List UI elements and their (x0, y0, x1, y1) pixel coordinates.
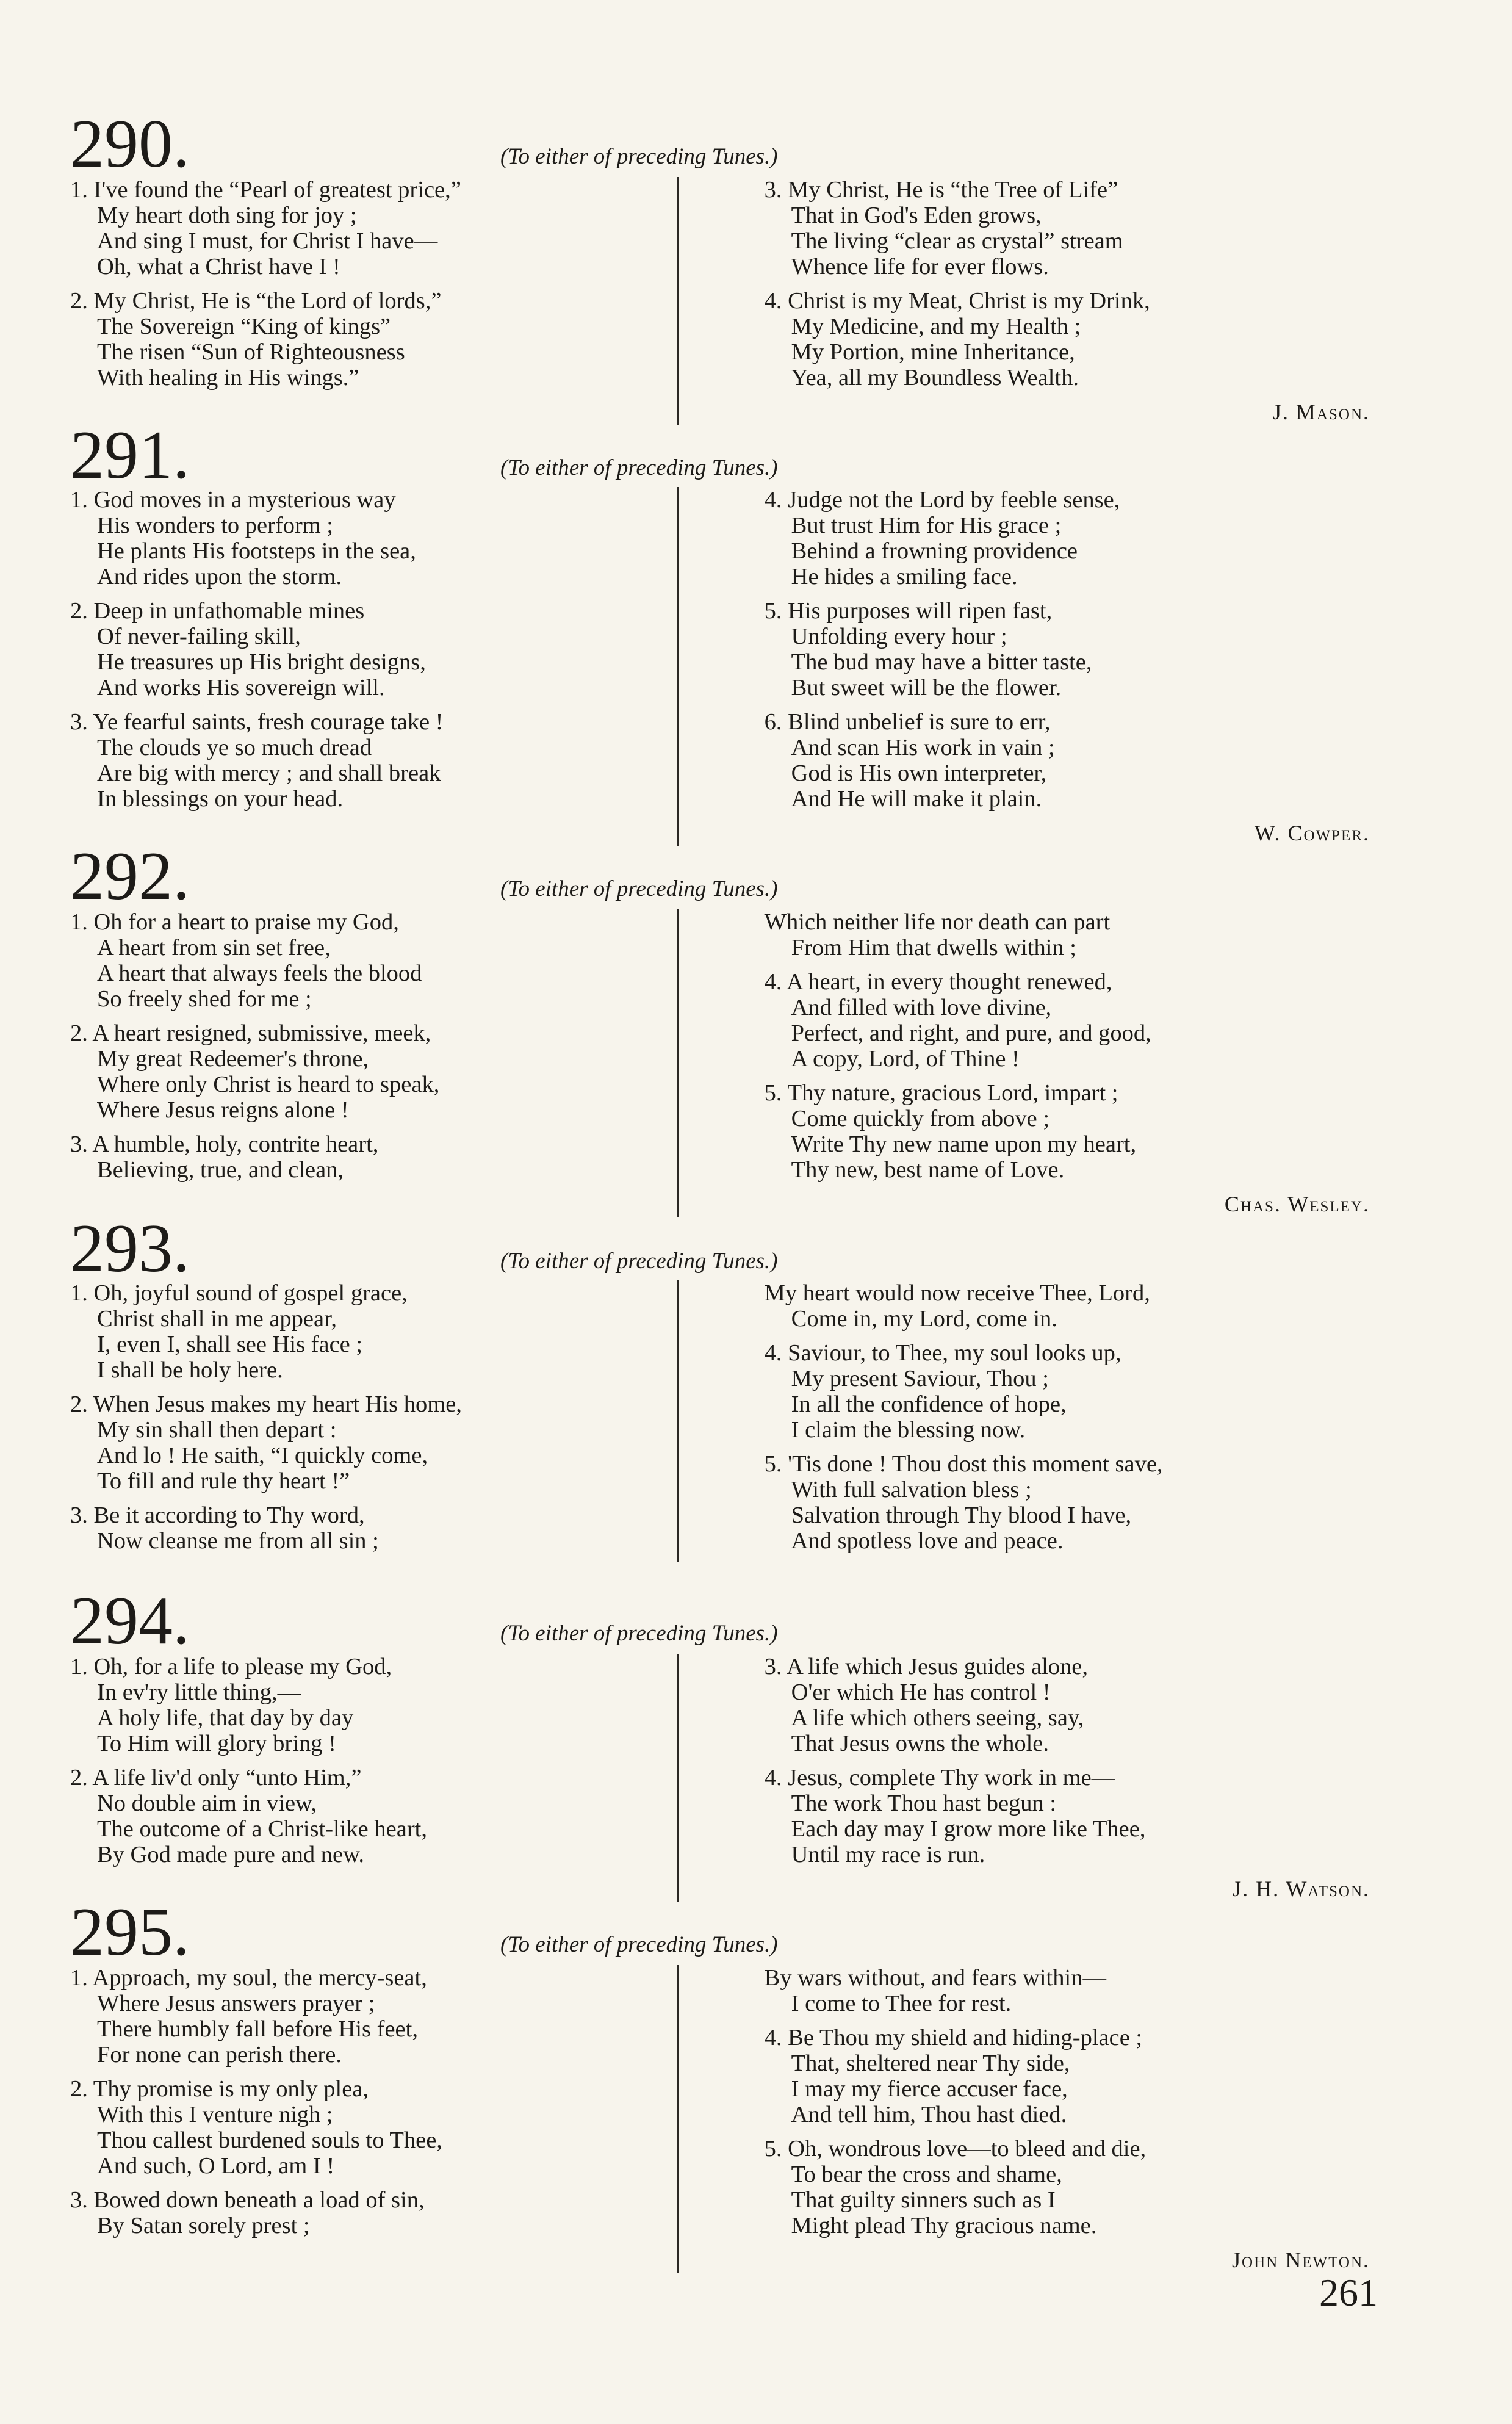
verse-line: His wonders to perform ; (97, 513, 334, 538)
verse (70, 909, 653, 1012)
verse-line: 2. A life liv'd only “unto Him,” (70, 1765, 362, 1791)
tune-direction: (To either of preceding Tunes.) (500, 1249, 778, 1274)
verse-line: He hides a smiling face. (791, 564, 1018, 590)
verse-line: A holy life, that day by day (97, 1705, 354, 1731)
verse (70, 177, 653, 280)
right-column (679, 177, 1376, 425)
right-column (679, 1965, 1376, 2273)
verse-line: My Portion, mine Inheritance, (791, 339, 1075, 365)
tune-direction: (To either of preceding Tunes.) (500, 455, 778, 480)
verse (765, 288, 1376, 391)
verse-line: 3. Be it according to Thy word, (70, 1502, 365, 1528)
verse (765, 1965, 1376, 2016)
hymn-author: W. Cowper. (1254, 821, 1370, 845)
verse-line: My sin shall then depart : (97, 1417, 337, 1443)
verse-line: I shall be holy here. (97, 1357, 283, 1383)
verse-line: With full salvation bless ; (791, 1477, 1032, 1502)
verse (70, 288, 653, 391)
verse-line: Write Thy new name upon my heart, (791, 1131, 1137, 1157)
verse-line: Thou callest burdened souls to Thee, (97, 2127, 442, 2153)
verse-line: The work Thou hast begun : (791, 1791, 1057, 1816)
verse-line: A copy, Lord, of Thine ! (791, 1046, 1020, 1072)
verse-line: To fill and rule thy heart !” (97, 1468, 350, 1494)
verse-line: There humbly fall before His feet, (97, 2016, 418, 2042)
verse (70, 1280, 653, 1383)
verse-line: And works His sovereign will. (97, 675, 385, 701)
verse-line: Where Jesus answers prayer ; (97, 1991, 375, 2016)
verse-line: But trust Him for His grace ; (791, 513, 1062, 538)
hymn-author: Chas. Wesley. (1224, 1192, 1370, 1216)
verse-line: 3. My Christ, He is “the Tree of Life” (764, 177, 1118, 203)
verse-line: From Him that dwells within ; (791, 935, 1076, 961)
verse-line: A heart from sin set free, (97, 935, 331, 961)
verse-line: And rides upon the storm. (97, 564, 342, 590)
verse-line: 1. God moves in a mysterious way (70, 487, 396, 513)
verse (765, 1654, 1376, 1756)
verse-line: To bear the cross and shame, (791, 2162, 1062, 2187)
verse-line: And spotless love and peace. (791, 1528, 1064, 1554)
verse-line: O'er which He has control ! (791, 1679, 1051, 1705)
verse-line: Salvation through Thy blood I have, (791, 1502, 1132, 1528)
verse (765, 2136, 1376, 2238)
verse (765, 969, 1376, 1072)
verse-line: Might plead Thy gracious name. (791, 2213, 1097, 2238)
verse-line: The outcome of a Christ-like heart, (97, 1816, 427, 1842)
verse-line: My heart would now receive Thee, Lord, (764, 1280, 1150, 1306)
verse-line: 1. Approach, my soul, the mercy-seat, (70, 1965, 427, 1991)
verse-line: By God made pure and new. (97, 1842, 364, 1867)
page-number: 261 (1319, 2271, 1378, 2314)
tune-direction: (To either of preceding Tunes.) (500, 144, 778, 169)
verse-line: Christ shall in me appear, (97, 1306, 337, 1332)
hymn-number: 291. (70, 417, 190, 493)
verse (70, 2187, 653, 2238)
verse-line: I may my fierce accuser face, (791, 2076, 1068, 2102)
verse-line: To Him will glory bring ! (97, 1731, 336, 1756)
verse-line: In ev'ry little thing,— (97, 1679, 301, 1705)
verse (70, 1965, 653, 2068)
verse-line: The clouds ye so much dread (97, 735, 372, 760)
verse-line: That guilty sinners such as I (791, 2187, 1056, 2213)
verse-line: 5. Oh, wondrous love—to bleed and die, (764, 2136, 1147, 2162)
verse-line: In all the confidence of hope, (791, 1391, 1067, 1417)
verse-line: Oh, what a Christ have I ! (97, 254, 340, 280)
verse-line: Thy new, best name of Love. (791, 1157, 1065, 1183)
verse-line: And tell him, Thou hast died. (791, 2102, 1067, 2127)
verse-line: 1. Oh, for a life to please my God, (70, 1654, 392, 1679)
verse-line: 5. 'Tis done ! Thou dost this moment save, (764, 1451, 1163, 1477)
verse-line: My heart doth sing for joy ; (97, 203, 357, 228)
hymn-number: 293. (70, 1211, 190, 1286)
verse (70, 1502, 653, 1554)
verse-line: He treasures up His bright designs, (97, 649, 426, 675)
left-column (70, 1654, 679, 1902)
verse-line: No double aim in view, (97, 1791, 317, 1816)
verse (70, 1765, 653, 1867)
verse-line: Where Jesus reigns alone ! (97, 1097, 349, 1123)
hymn-author: J. H. Watson. (1233, 1877, 1370, 1901)
verse-line: He plants His footsteps in the sea, (97, 538, 416, 564)
verse (765, 177, 1376, 280)
left-column (70, 909, 679, 1217)
verse-line: 4. Saviour, to Thee, my soul looks up, (764, 1340, 1121, 1366)
verse-line: And lo ! He saith, “I quickly come, (97, 1443, 428, 1468)
verse-line: Of never-failing skill, (97, 624, 301, 649)
verse-line: 4. Christ is my Meat, Christ is my Drink, (764, 288, 1150, 314)
verse-line: 2. A heart resigned, submissive, meek, (70, 1020, 431, 1046)
verse-line: By Satan sorely prest ; (97, 2213, 310, 2238)
hymn-number: 294. (70, 1583, 190, 1659)
verse (70, 1131, 653, 1183)
verse-line: 2. Deep in unfathomable mines (70, 598, 365, 624)
verse-line: And sing I must, for Christ I have— (97, 228, 438, 254)
verse-line: And He will make it plain. (791, 786, 1042, 812)
verse-line: Unfolding every hour ; (791, 624, 1007, 649)
verse-line: Which neither life nor death can part (764, 909, 1111, 935)
verse-line: In blessings on your head. (97, 786, 344, 812)
verse-line: The bud may have a bitter taste, (791, 649, 1092, 675)
left-column (70, 1280, 679, 1562)
verse (765, 598, 1376, 701)
verse-line: My great Redeemer's throne, (97, 1046, 369, 1072)
verse-line: The living “clear as crystal” stream (791, 228, 1123, 254)
verse-line: 1. Oh for a heart to praise my God, (70, 909, 399, 935)
verse-line: I, even I, shall see His face ; (97, 1332, 363, 1357)
verse (70, 598, 653, 701)
verse-line: 3. Ye fearful saints, fresh courage take ! (70, 709, 444, 735)
left-column (70, 177, 679, 425)
verse-line: By wars without, and fears within— (764, 1965, 1106, 1991)
verse (765, 709, 1376, 812)
verse-line: I claim the blessing now. (791, 1417, 1026, 1443)
verse-line: Each day may I grow more like Thee, (791, 1816, 1146, 1842)
verse (765, 1765, 1376, 1867)
tune-direction: (To either of preceding Tunes.) (500, 1621, 778, 1646)
verse-line: The risen “Sun of Righteousness (97, 339, 405, 365)
verse-line: That in God's Eden grows, (791, 203, 1042, 228)
verse-line: 2. My Christ, He is “the Lord of lords,” (70, 288, 442, 314)
verse-line: I come to Thee for rest. (791, 1991, 1012, 2016)
verse (765, 1080, 1376, 1183)
verse (765, 909, 1376, 961)
verse-line: With healing in His wings.” (97, 365, 359, 391)
verse (70, 1391, 653, 1494)
verse-line: Whence life for ever flows. (791, 254, 1049, 280)
verse (70, 1654, 653, 1756)
verse-line: 5. Thy nature, gracious Lord, impart ; (764, 1080, 1118, 1106)
verse-line: And such, O Lord, am I ! (97, 2153, 335, 2179)
verse-line: 2. When Jesus makes my heart His home, (70, 1391, 462, 1417)
right-column (679, 909, 1376, 1217)
tune-direction: (To either of preceding Tunes.) (500, 876, 778, 901)
verse-line: 4. Judge not the Lord by feeble sense, (764, 487, 1120, 513)
verse-line: 3. A life which Jesus guides alone, (764, 1654, 1089, 1679)
verse-line: 2. Thy promise is my only plea, (70, 2076, 369, 2102)
left-column (70, 1965, 679, 2273)
verse-line: 5. His purposes will ripen fast, (764, 598, 1053, 624)
verse-line: God is His own interpreter, (791, 760, 1047, 786)
verse-line: Are big with mercy ; and shall break (97, 760, 441, 786)
hymn-number: 295. (70, 1894, 190, 1970)
verse-line: And scan His work in vain ; (791, 735, 1055, 760)
verse-line: 1. I've found the “Pearl of greatest price,” (70, 177, 461, 203)
verse (765, 487, 1376, 590)
hymn-author: John Newton. (1232, 2248, 1370, 2272)
verse-line: And filled with love divine, (791, 995, 1052, 1020)
hymn-number: 292. (70, 839, 190, 914)
right-column (679, 1654, 1376, 1902)
verse-line: Until my race is run. (791, 1842, 985, 1867)
verse-line: So freely shed for me ; (97, 986, 312, 1012)
verse-line: Come in, my Lord, come in. (791, 1306, 1057, 1332)
verse (70, 487, 653, 590)
verse-line: Behind a frowning providence (791, 538, 1078, 564)
verse-line: Perfect, and right, and pure, and good, (791, 1020, 1151, 1046)
right-column (679, 487, 1376, 846)
hymn-author: J. Mason. (1272, 400, 1370, 424)
verse-line: 6. Blind unbelief is sure to err, (764, 709, 1051, 735)
verse-line: 3. Bowed down beneath a load of sin, (70, 2187, 425, 2213)
verse-line: With this I venture nigh ; (97, 2102, 333, 2127)
verse-line: The Sovereign “King of kings” (97, 314, 391, 339)
right-column (679, 1280, 1376, 1562)
verse-line: A life which others seeing, say, (791, 1705, 1084, 1731)
verse-line: Now cleanse me from all sin ; (97, 1528, 379, 1554)
verse (70, 1020, 653, 1123)
verse-line: 4. Be Thou my shield and hiding-place ; (764, 2025, 1143, 2051)
verse-line: Come quickly from above ; (791, 1106, 1050, 1131)
verse (70, 2076, 653, 2179)
left-column (70, 487, 679, 846)
verse (765, 1280, 1376, 1332)
verse-line: But sweet will be the flower. (791, 675, 1062, 701)
verse (765, 2025, 1376, 2127)
verse-line: My Medicine, and my Health ; (791, 314, 1081, 339)
verse-line: 4. Jesus, complete Thy work in me— (764, 1765, 1115, 1791)
tune-direction: (To either of preceding Tunes.) (500, 1932, 778, 1957)
verse-line: That, sheltered near Thy side, (791, 2051, 1070, 2076)
verse-line: Yea, all my Boundless Wealth. (791, 365, 1079, 391)
verse (70, 709, 653, 812)
hymn-number: 290. (70, 106, 190, 182)
verse (765, 1451, 1376, 1554)
verse-line: A heart that always feels the blood (97, 961, 422, 986)
verse-line: Believing, true, and clean, (97, 1157, 344, 1183)
verse-line: 4. A heart, in every thought renewed, (764, 969, 1112, 995)
verse-line: My present Saviour, Thou ; (791, 1366, 1049, 1391)
verse-line: Where only Christ is heard to speak, (97, 1072, 440, 1097)
verse-line: 3. A humble, holy, contrite heart, (70, 1131, 379, 1157)
verse (765, 1340, 1376, 1443)
verse-line: 1. Oh, joyful sound of gospel grace, (70, 1280, 408, 1306)
verse-line: That Jesus owns the whole. (791, 1731, 1049, 1756)
verse-line: For none can perish there. (97, 2042, 342, 2068)
